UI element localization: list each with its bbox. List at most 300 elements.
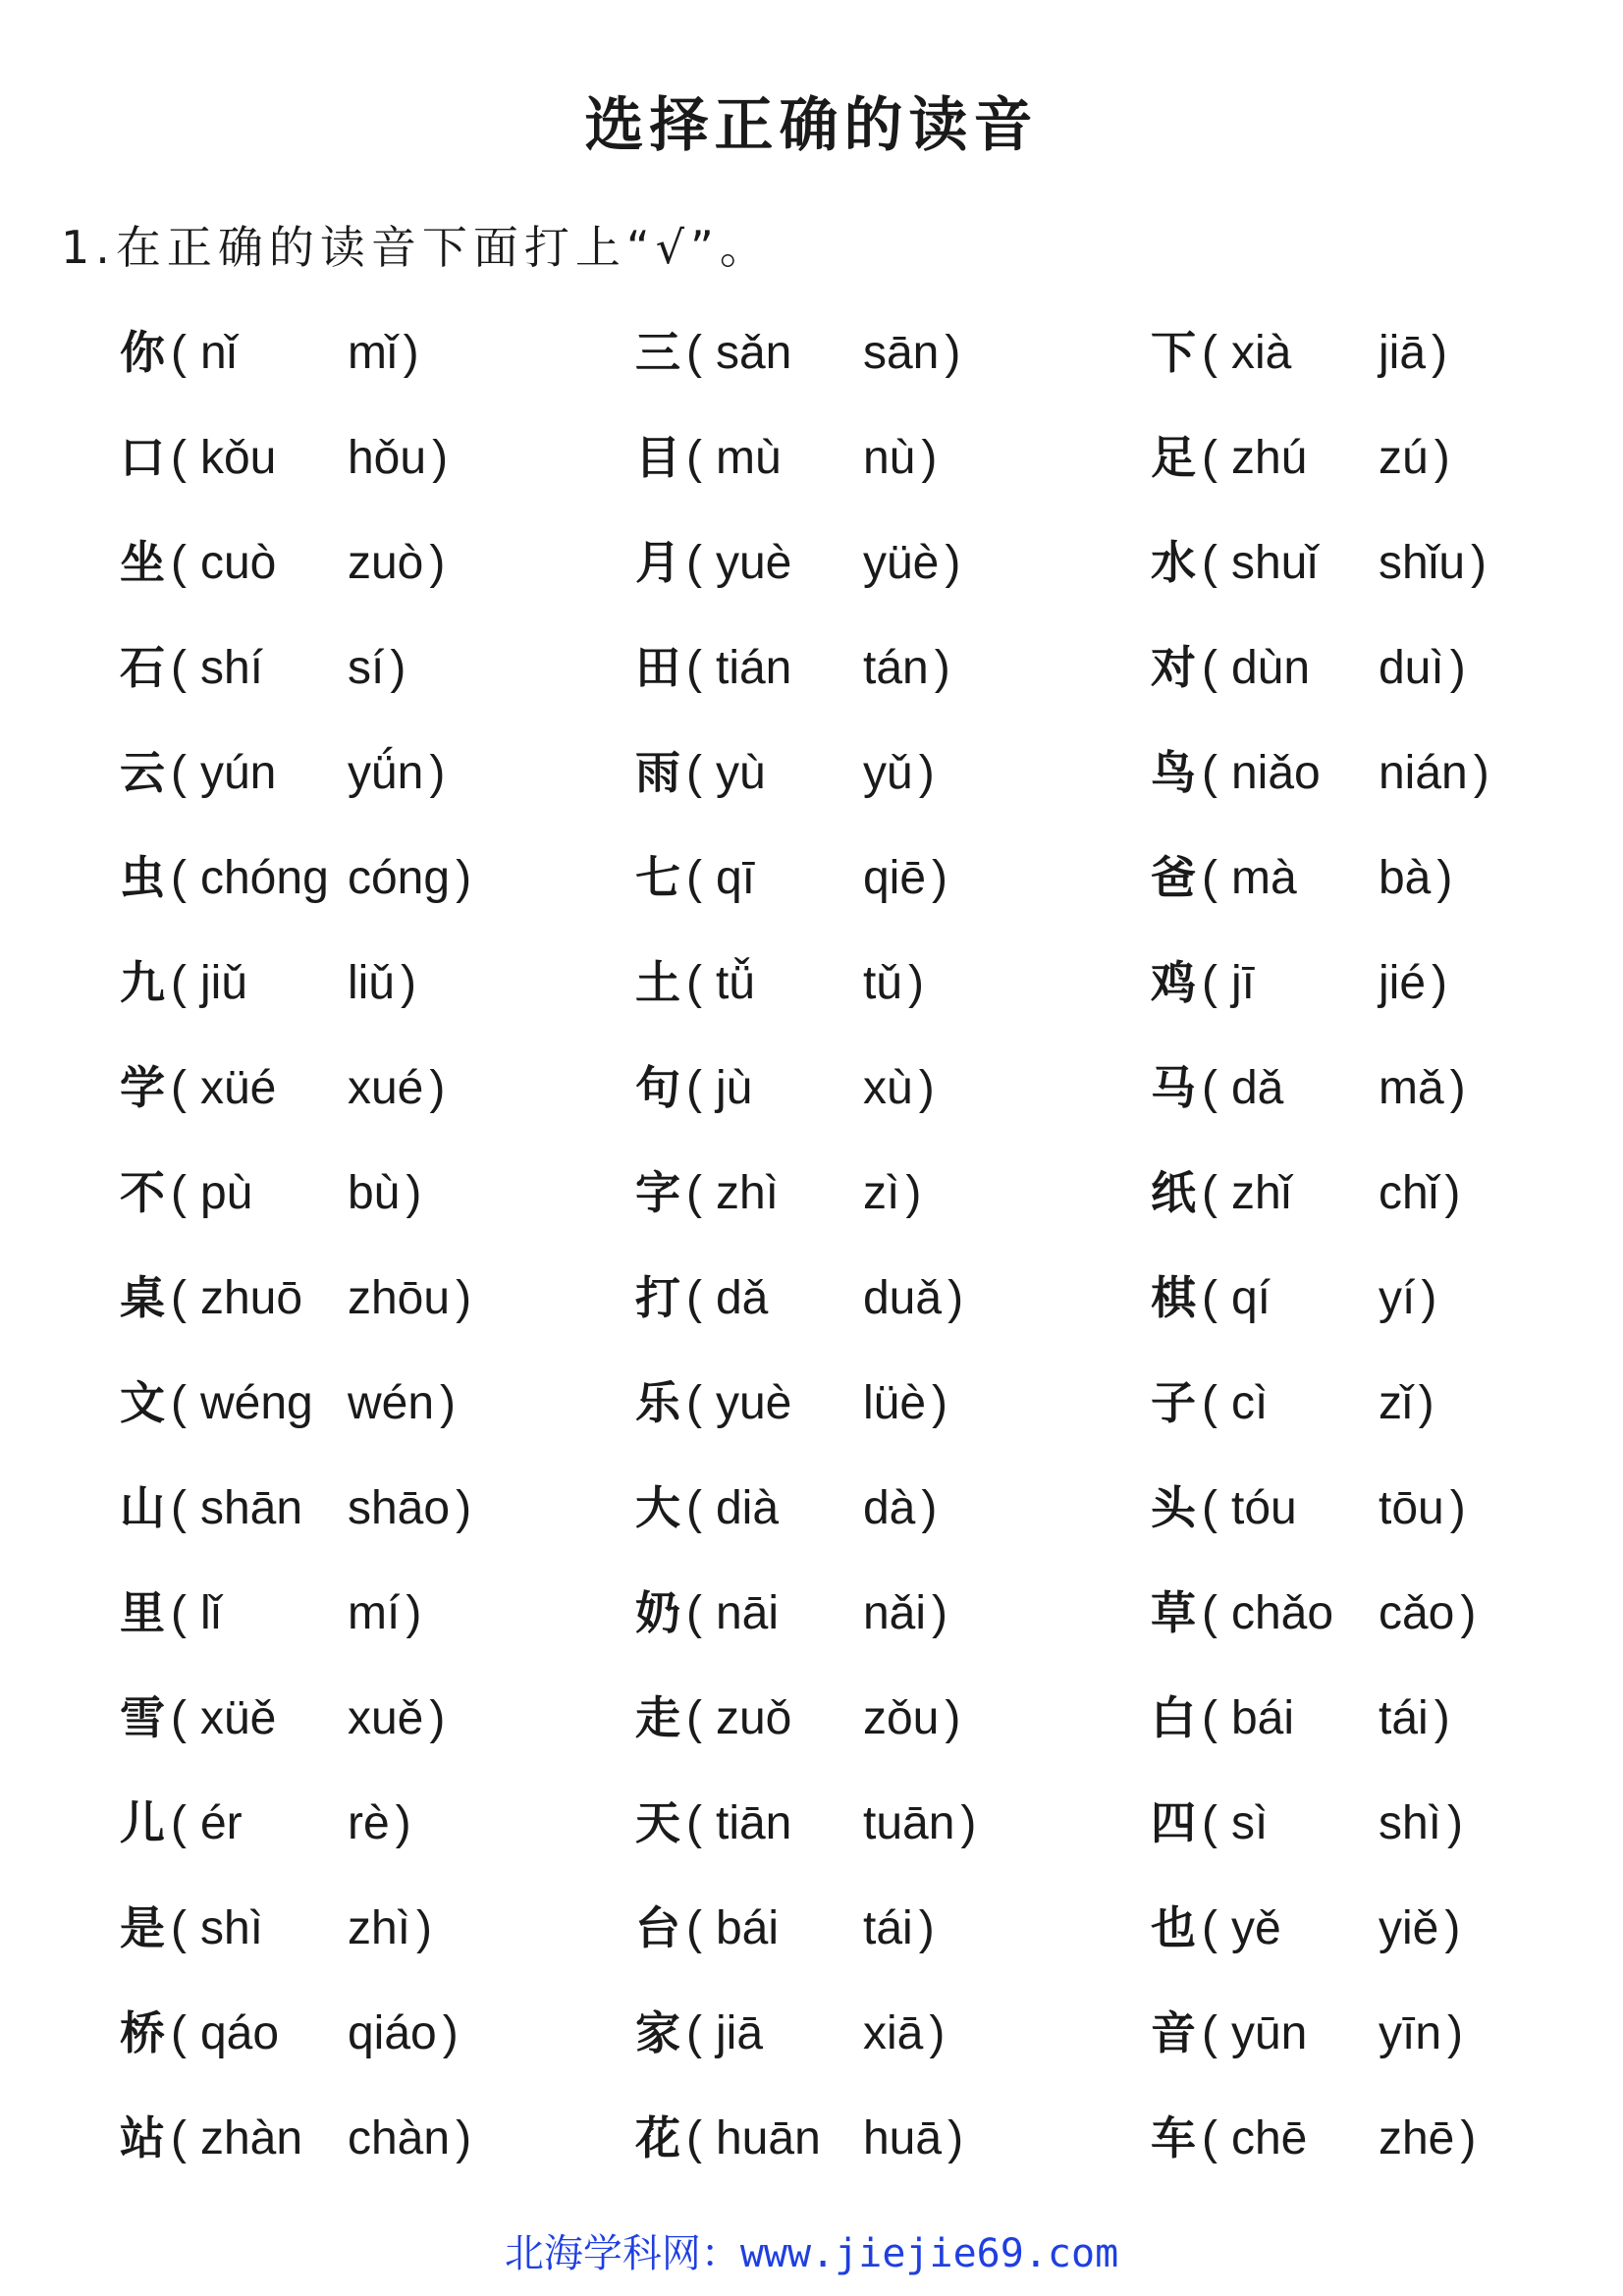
pinyin-option-b[interactable]: xuě bbox=[347, 1692, 424, 1744]
choice-item bbox=[1151, 1683, 1593, 1789]
hanzi-character: 句 bbox=[635, 1061, 680, 1114]
pinyin-option-a[interactable]: shān bbox=[199, 1482, 303, 1534]
choice-item bbox=[635, 948, 1151, 1053]
footer-site-name: 北海学科网： bbox=[504, 2231, 740, 2276]
pinyin-option-a[interactable]: yūn bbox=[1230, 2007, 1308, 2059]
pinyin-option-a[interactable]: dǎ bbox=[1230, 1062, 1284, 1114]
pinyin-option-a[interactable]: mù bbox=[715, 432, 782, 484]
pinyin-option-a[interactable]: pù bbox=[199, 1167, 253, 1219]
hanzi-character: 桥 bbox=[120, 2006, 165, 2059]
pinyin-option-b[interactable]: zǒu bbox=[862, 1692, 940, 1744]
close-paren: ) bbox=[918, 1902, 935, 1954]
close-paren: ) bbox=[403, 327, 419, 379]
close-paren: ) bbox=[1471, 537, 1488, 589]
pinyin-option-a[interactable]: zhuō bbox=[199, 1272, 303, 1324]
open-paren: ( bbox=[171, 957, 187, 1009]
close-paren: ) bbox=[929, 2007, 946, 2059]
open-paren: ( bbox=[686, 957, 702, 1009]
open-paren: ( bbox=[1202, 1587, 1217, 1639]
hanzi-character: 子 bbox=[1151, 1376, 1196, 1429]
close-paren: ) bbox=[1460, 1587, 1477, 1639]
open-paren: ( bbox=[1202, 1272, 1217, 1324]
close-paren: ) bbox=[456, 1272, 472, 1324]
pinyin-option-b[interactable]: sān bbox=[862, 327, 940, 379]
pinyin-option-b[interactable]: tái bbox=[862, 1902, 913, 1954]
close-paren: ) bbox=[429, 1692, 446, 1744]
hanzi-character: 田 bbox=[635, 641, 680, 694]
choice-item bbox=[635, 1368, 1151, 1473]
open-paren: ( bbox=[1202, 1482, 1217, 1534]
choice-item bbox=[120, 2104, 635, 2209]
choice-item bbox=[635, 1789, 1151, 1894]
pinyin-option-a[interactable]: ér bbox=[199, 1797, 243, 1849]
pinyin-option-a[interactable]: yuè bbox=[715, 1377, 792, 1429]
open-paren: ( bbox=[171, 747, 187, 799]
pinyin-option-a[interactable]: tián bbox=[715, 642, 792, 694]
hanzi-character: 马 bbox=[1151, 1061, 1196, 1114]
pinyin-option-a[interactable]: yuè bbox=[715, 537, 792, 589]
pinyin-option-b[interactable]: chǐ bbox=[1378, 1167, 1439, 1219]
close-paren: ) bbox=[1473, 747, 1489, 799]
close-paren: ) bbox=[905, 1167, 922, 1219]
close-paren: ) bbox=[945, 1692, 961, 1744]
choice-item bbox=[1151, 1263, 1593, 1368]
pinyin-option-a[interactable]: kǒu bbox=[199, 432, 277, 484]
choice-item bbox=[1151, 2104, 1593, 2209]
pinyin-option-b[interactable]: zú bbox=[1378, 432, 1429, 484]
pinyin-option-a[interactable]: jī bbox=[1230, 957, 1255, 1009]
pinyin-option-a[interactable]: tóu bbox=[1230, 1482, 1297, 1534]
hanzi-character: 文 bbox=[120, 1376, 165, 1429]
close-paren: ) bbox=[406, 1587, 422, 1639]
open-paren: ( bbox=[171, 1587, 187, 1639]
pinyin-option-b[interactable]: duǎ bbox=[862, 1272, 943, 1324]
choice-item bbox=[1151, 1368, 1593, 1473]
pinyin-option-b[interactable]: qiē bbox=[862, 852, 927, 904]
open-paren: ( bbox=[686, 1167, 702, 1219]
close-paren: ) bbox=[1432, 327, 1447, 379]
hanzi-character: 云 bbox=[120, 746, 165, 799]
close-paren: ) bbox=[921, 1482, 938, 1534]
choice-item bbox=[1151, 423, 1593, 528]
open-paren: ( bbox=[686, 1902, 702, 1954]
pinyin-option-b[interactable]: rè bbox=[347, 1797, 390, 1849]
close-paren: ) bbox=[921, 432, 938, 484]
open-paren: ( bbox=[686, 1377, 702, 1429]
hanzi-character: 也 bbox=[1151, 1901, 1196, 1954]
choice-item bbox=[635, 1683, 1151, 1789]
pinyin-option-a[interactable]: lǐ bbox=[199, 1587, 222, 1639]
open-paren: ( bbox=[171, 2112, 187, 2164]
choice-item bbox=[120, 738, 635, 843]
hanzi-character: 对 bbox=[1151, 641, 1196, 694]
pinyin-option-b[interactable]: tuān bbox=[862, 1797, 955, 1849]
pinyin-option-a[interactable]: chē bbox=[1230, 2112, 1308, 2164]
pinyin-option-b[interactable]: nǎi bbox=[862, 1587, 927, 1639]
open-paren: ( bbox=[1202, 2007, 1217, 2059]
pinyin-option-a[interactable]: jiā bbox=[715, 2007, 764, 2059]
pinyin-option-b[interactable]: zuò bbox=[347, 537, 424, 589]
hanzi-character: 台 bbox=[635, 1901, 680, 1954]
open-paren: ( bbox=[171, 852, 187, 904]
close-paren: ) bbox=[429, 747, 446, 799]
pinyin-option-a[interactable]: dùn bbox=[1230, 642, 1311, 694]
pinyin-option-b[interactable]: bà bbox=[1378, 852, 1432, 904]
pinyin-option-b[interactable]: dà bbox=[862, 1482, 916, 1534]
footer-watermark bbox=[0, 2224, 1623, 2283]
hanzi-character: 虫 bbox=[120, 851, 165, 904]
open-paren: ( bbox=[171, 1377, 187, 1429]
open-paren: ( bbox=[686, 1692, 702, 1744]
pinyin-option-b[interactable]: yǔ bbox=[862, 747, 913, 799]
close-paren: ) bbox=[960, 1797, 977, 1849]
choice-item bbox=[1151, 1053, 1593, 1158]
pinyin-option-a[interactable]: jiǔ bbox=[199, 957, 248, 1009]
close-paren: ) bbox=[406, 1167, 422, 1219]
pinyin-option-a[interactable]: tǚ bbox=[715, 957, 756, 1009]
open-paren: ( bbox=[171, 2007, 187, 2059]
choice-item bbox=[120, 528, 635, 633]
choice-item bbox=[635, 1999, 1151, 2104]
pinyin-option-b[interactable]: cǎo bbox=[1378, 1587, 1455, 1639]
choice-item bbox=[120, 1263, 635, 1368]
choice-item bbox=[120, 1053, 635, 1158]
hanzi-character: 纸 bbox=[1151, 1166, 1196, 1219]
open-paren: ( bbox=[1202, 1167, 1217, 1219]
pinyin-option-a[interactable]: dǎ bbox=[715, 1272, 769, 1324]
close-paren: ) bbox=[932, 1377, 948, 1429]
pinyin-option-a[interactable]: xüě bbox=[199, 1692, 277, 1744]
choice-item bbox=[1151, 318, 1593, 423]
pinyin-option-a[interactable]: qáo bbox=[199, 2007, 280, 2059]
pinyin-option-b[interactable]: shǐu bbox=[1378, 537, 1466, 589]
pinyin-option-a[interactable]: chóng bbox=[199, 852, 329, 904]
choice-item bbox=[120, 1999, 635, 2104]
pinyin-option-b[interactable]: jié bbox=[1378, 957, 1427, 1009]
close-paren: ) bbox=[429, 1062, 446, 1114]
open-paren: ( bbox=[1202, 537, 1217, 589]
close-paren: ) bbox=[401, 957, 416, 1009]
hanzi-character: 雪 bbox=[120, 1691, 165, 1744]
pinyin-option-b[interactable]: zhē bbox=[1378, 2112, 1455, 2164]
choice-item bbox=[120, 1578, 635, 1683]
pinyin-option-b[interactable]: wén bbox=[347, 1377, 435, 1429]
hanzi-character: 儿 bbox=[120, 1796, 165, 1849]
pinyin-option-a[interactable]: jù bbox=[715, 1062, 753, 1114]
choice-item bbox=[1151, 948, 1593, 1053]
pinyin-option-b[interactable]: nián bbox=[1378, 747, 1468, 799]
hanzi-character: 土 bbox=[635, 956, 680, 1009]
pinyin-option-a[interactable]: zhǐ bbox=[1230, 1167, 1292, 1219]
pinyin-option-b[interactable]: tōu bbox=[1378, 1482, 1444, 1534]
footer-url: www.jiejie69.com bbox=[739, 2231, 1119, 2276]
close-paren: ) bbox=[456, 852, 472, 904]
choice-item bbox=[120, 1789, 635, 1894]
pinyin-option-a[interactable]: yě bbox=[1230, 1902, 1281, 1954]
hanzi-character: 桌 bbox=[120, 1271, 165, 1324]
pinyin-choice-grid bbox=[120, 318, 1593, 2209]
pinyin-option-a[interactable]: zhú bbox=[1230, 432, 1308, 484]
choice-item bbox=[635, 1578, 1151, 1683]
hanzi-character: 站 bbox=[120, 2111, 165, 2164]
choice-item bbox=[635, 2104, 1151, 2209]
pinyin-option-a[interactable]: qí bbox=[1230, 1272, 1271, 1324]
pinyin-option-a[interactable]: sǎn bbox=[715, 327, 792, 379]
hanzi-character: 音 bbox=[1151, 2006, 1196, 2059]
pinyin-option-b[interactable]: shāo bbox=[347, 1482, 451, 1534]
pinyin-option-a[interactable]: xià bbox=[1230, 327, 1292, 379]
pinyin-option-b[interactable]: tái bbox=[1378, 1692, 1429, 1744]
choice-item bbox=[1151, 633, 1593, 738]
hanzi-character: 鸡 bbox=[1151, 956, 1196, 1009]
close-paren: ) bbox=[1434, 1692, 1450, 1744]
hanzi-character: 足 bbox=[1151, 431, 1196, 484]
open-paren: ( bbox=[1202, 852, 1217, 904]
close-paren: ) bbox=[416, 1902, 432, 1954]
pinyin-option-a[interactable]: yù bbox=[715, 747, 766, 799]
open-paren: ( bbox=[686, 2112, 702, 2164]
pinyin-option-a[interactable]: zhàn bbox=[199, 2112, 303, 2164]
pinyin-option-a[interactable]: yún bbox=[199, 747, 277, 799]
open-paren: ( bbox=[171, 1902, 187, 1954]
open-paren: ( bbox=[171, 327, 187, 379]
pinyin-option-b[interactable]: mǎ bbox=[1378, 1062, 1444, 1114]
open-paren: ( bbox=[1202, 747, 1217, 799]
choice-item bbox=[1151, 1789, 1593, 1894]
pinyin-option-b[interactable]: mí bbox=[347, 1587, 401, 1639]
open-paren: ( bbox=[171, 642, 187, 694]
choice-item bbox=[635, 1158, 1151, 1263]
open-paren: ( bbox=[686, 537, 702, 589]
choice-item bbox=[635, 423, 1151, 528]
hanzi-character: 乐 bbox=[635, 1376, 680, 1429]
pinyin-option-a[interactable]: bái bbox=[1230, 1692, 1295, 1744]
open-paren: ( bbox=[171, 1272, 187, 1324]
pinyin-option-b[interactable]: bù bbox=[347, 1167, 401, 1219]
choice-item bbox=[635, 1894, 1151, 1999]
hanzi-character: 大 bbox=[635, 1481, 680, 1534]
open-paren: ( bbox=[171, 1062, 187, 1114]
open-paren: ( bbox=[171, 432, 187, 484]
hanzi-character: 不 bbox=[120, 1166, 165, 1219]
pinyin-option-b[interactable]: liǔ bbox=[347, 957, 396, 1009]
pinyin-option-b[interactable]: yiě bbox=[1378, 1902, 1439, 1954]
pinyin-option-a[interactable]: sì bbox=[1230, 1797, 1269, 1849]
hanzi-character: 天 bbox=[635, 1796, 680, 1849]
open-paren: ( bbox=[1202, 1062, 1217, 1114]
choice-item bbox=[120, 843, 635, 948]
pinyin-option-b[interactable]: yüè bbox=[862, 537, 940, 589]
close-paren: ) bbox=[1444, 1167, 1461, 1219]
open-paren: ( bbox=[686, 747, 702, 799]
pinyin-option-b[interactable]: cóng bbox=[347, 852, 451, 904]
choice-item bbox=[120, 948, 635, 1053]
close-paren: ) bbox=[432, 432, 449, 484]
choice-item bbox=[120, 1683, 635, 1789]
pinyin-option-a[interactable]: qī bbox=[715, 852, 756, 904]
close-paren: ) bbox=[1421, 1272, 1437, 1324]
open-paren: ( bbox=[171, 1167, 187, 1219]
close-paren: ) bbox=[1449, 1062, 1466, 1114]
pinyin-option-b[interactable]: huā bbox=[862, 2112, 943, 2164]
open-paren: ( bbox=[1202, 1797, 1217, 1849]
close-paren: ) bbox=[440, 1377, 457, 1429]
open-paren: ( bbox=[1202, 2112, 1217, 2164]
open-paren: ( bbox=[171, 1692, 187, 1744]
choice-item bbox=[1151, 1999, 1593, 2104]
pinyin-option-b[interactable]: zhì bbox=[347, 1902, 411, 1954]
pinyin-option-b[interactable]: duì bbox=[1378, 642, 1444, 694]
hanzi-character: 头 bbox=[1151, 1481, 1196, 1534]
choice-item bbox=[1151, 1158, 1593, 1263]
hanzi-character: 爸 bbox=[1151, 851, 1196, 904]
pinyin-option-b[interactable]: zhōu bbox=[347, 1272, 451, 1324]
hanzi-character: 花 bbox=[635, 2111, 680, 2164]
pinyin-option-a[interactable]: chǎo bbox=[1230, 1587, 1334, 1639]
close-paren: ) bbox=[456, 1482, 472, 1534]
pinyin-option-a[interactable]: xüé bbox=[199, 1062, 277, 1114]
hanzi-character: 草 bbox=[1151, 1586, 1196, 1639]
pinyin-option-b[interactable]: zì bbox=[862, 1167, 900, 1219]
pinyin-option-a[interactable]: shì bbox=[199, 1902, 264, 1954]
choice-item bbox=[120, 423, 635, 528]
choice-item bbox=[635, 1263, 1151, 1368]
hanzi-character: 家 bbox=[635, 2006, 680, 2059]
choice-item bbox=[635, 318, 1151, 423]
open-paren: ( bbox=[686, 1272, 702, 1324]
hanzi-character: 走 bbox=[635, 1691, 680, 1744]
pinyin-option-b[interactable]: jiā bbox=[1378, 327, 1427, 379]
choice-item bbox=[120, 1473, 635, 1578]
hanzi-character: 你 bbox=[120, 326, 165, 379]
choice-item bbox=[1151, 1473, 1593, 1578]
pinyin-option-a[interactable]: shuǐ bbox=[1230, 537, 1319, 589]
open-paren: ( bbox=[171, 537, 187, 589]
open-paren: ( bbox=[686, 2007, 702, 2059]
pinyin-option-b[interactable]: mǐ bbox=[347, 327, 398, 379]
hanzi-character: 鸟 bbox=[1151, 746, 1196, 799]
pinyin-option-b[interactable]: tán bbox=[862, 642, 929, 694]
close-paren: ) bbox=[1432, 957, 1447, 1009]
page-title: 选择正确的读音 bbox=[584, 91, 1039, 160]
pinyin-option-a[interactable]: nǐ bbox=[199, 327, 238, 379]
close-paren: ) bbox=[1434, 432, 1450, 484]
close-paren: ) bbox=[947, 1272, 964, 1324]
choice-item bbox=[1151, 1578, 1593, 1683]
hanzi-character: 月 bbox=[635, 536, 680, 589]
pinyin-option-a[interactable]: bái bbox=[715, 1902, 780, 1954]
pinyin-option-a[interactable]: mà bbox=[1230, 852, 1297, 904]
close-paren: ) bbox=[456, 2112, 472, 2164]
close-paren: ) bbox=[1460, 2112, 1477, 2164]
hanzi-character: 里 bbox=[120, 1586, 165, 1639]
choice-item bbox=[120, 1368, 635, 1473]
pinyin-option-a[interactable]: cuò bbox=[199, 537, 277, 589]
hanzi-character: 口 bbox=[120, 431, 165, 484]
pinyin-option-a[interactable]: shí bbox=[199, 642, 264, 694]
pinyin-option-b[interactable]: shì bbox=[1378, 1797, 1442, 1849]
open-paren: ( bbox=[686, 1797, 702, 1849]
hanzi-character: 雨 bbox=[635, 746, 680, 799]
hanzi-character: 四 bbox=[1151, 1796, 1196, 1849]
pinyin-option-b[interactable]: chàn bbox=[347, 2112, 451, 2164]
open-paren: ( bbox=[1202, 327, 1217, 379]
close-paren: ) bbox=[932, 1587, 948, 1639]
pinyin-option-b[interactable]: yīn bbox=[1378, 2007, 1442, 2059]
pinyin-option-a[interactable]: zuǒ bbox=[715, 1692, 792, 1744]
pinyin-option-b[interactable]: zǐ bbox=[1378, 1377, 1413, 1429]
pinyin-option-a[interactable]: dià bbox=[715, 1482, 780, 1534]
pinyin-option-b[interactable]: lüè bbox=[862, 1377, 927, 1429]
pinyin-option-b[interactable]: nù bbox=[862, 432, 916, 484]
choice-item bbox=[635, 843, 1151, 948]
hanzi-character: 学 bbox=[120, 1061, 165, 1114]
choice-item bbox=[1151, 738, 1593, 843]
question-instruction: 1.在正确的读音下面打上“√”。 bbox=[61, 221, 771, 274]
pinyin-option-b[interactable]: xué bbox=[347, 1062, 424, 1114]
pinyin-option-a[interactable]: niǎo bbox=[1230, 747, 1321, 799]
pinyin-option-b[interactable]: yǘn bbox=[347, 747, 424, 799]
choice-item bbox=[635, 633, 1151, 738]
pinyin-option-b[interactable]: qiáo bbox=[347, 2007, 437, 2059]
hanzi-character: 水 bbox=[1151, 536, 1196, 589]
choice-item bbox=[120, 318, 635, 423]
choice-item bbox=[120, 633, 635, 738]
hanzi-character: 奶 bbox=[635, 1586, 680, 1639]
open-paren: ( bbox=[686, 1587, 702, 1639]
close-paren: ) bbox=[429, 537, 446, 589]
pinyin-option-b[interactable]: xiā bbox=[862, 2007, 924, 2059]
close-paren: ) bbox=[442, 2007, 459, 2059]
choice-item bbox=[635, 738, 1151, 843]
open-paren: ( bbox=[686, 327, 702, 379]
pinyin-option-a[interactable]: huān bbox=[715, 2112, 821, 2164]
pinyin-option-b[interactable]: sí bbox=[347, 642, 385, 694]
open-paren: ( bbox=[686, 1062, 702, 1114]
pinyin-option-a[interactable]: wéng bbox=[199, 1377, 313, 1429]
close-paren: ) bbox=[934, 642, 950, 694]
pinyin-option-a[interactable]: cì bbox=[1230, 1377, 1269, 1429]
pinyin-option-b[interactable]: xù bbox=[862, 1062, 913, 1114]
pinyin-option-a[interactable]: nāi bbox=[715, 1587, 780, 1639]
close-paren: ) bbox=[1447, 2007, 1463, 2059]
close-paren: ) bbox=[390, 642, 406, 694]
pinyin-option-b[interactable]: tǔ bbox=[862, 957, 903, 1009]
open-paren: ( bbox=[1202, 642, 1217, 694]
open-paren: ( bbox=[686, 1482, 702, 1534]
pinyin-option-a[interactable]: tiān bbox=[715, 1797, 792, 1849]
choice-item bbox=[635, 1473, 1151, 1578]
hanzi-character: 车 bbox=[1151, 2111, 1196, 2164]
close-paren: ) bbox=[947, 2112, 964, 2164]
close-paren: ) bbox=[1436, 852, 1453, 904]
pinyin-option-b[interactable]: yí bbox=[1378, 1272, 1416, 1324]
pinyin-option-a[interactable]: zhì bbox=[715, 1167, 780, 1219]
open-paren: ( bbox=[1202, 1902, 1217, 1954]
open-paren: ( bbox=[171, 1797, 187, 1849]
choice-item bbox=[1151, 1894, 1593, 1999]
open-paren: ( bbox=[1202, 432, 1217, 484]
pinyin-option-b[interactable]: hǒu bbox=[347, 432, 427, 484]
open-paren: ( bbox=[1202, 957, 1217, 1009]
open-paren: ( bbox=[171, 1482, 187, 1534]
choice-item bbox=[120, 1158, 635, 1263]
open-paren: ( bbox=[686, 852, 702, 904]
choice-item bbox=[120, 1894, 635, 1999]
close-paren: ) bbox=[945, 327, 961, 379]
hanzi-character: 打 bbox=[635, 1271, 680, 1324]
hanzi-character: 石 bbox=[120, 641, 165, 694]
